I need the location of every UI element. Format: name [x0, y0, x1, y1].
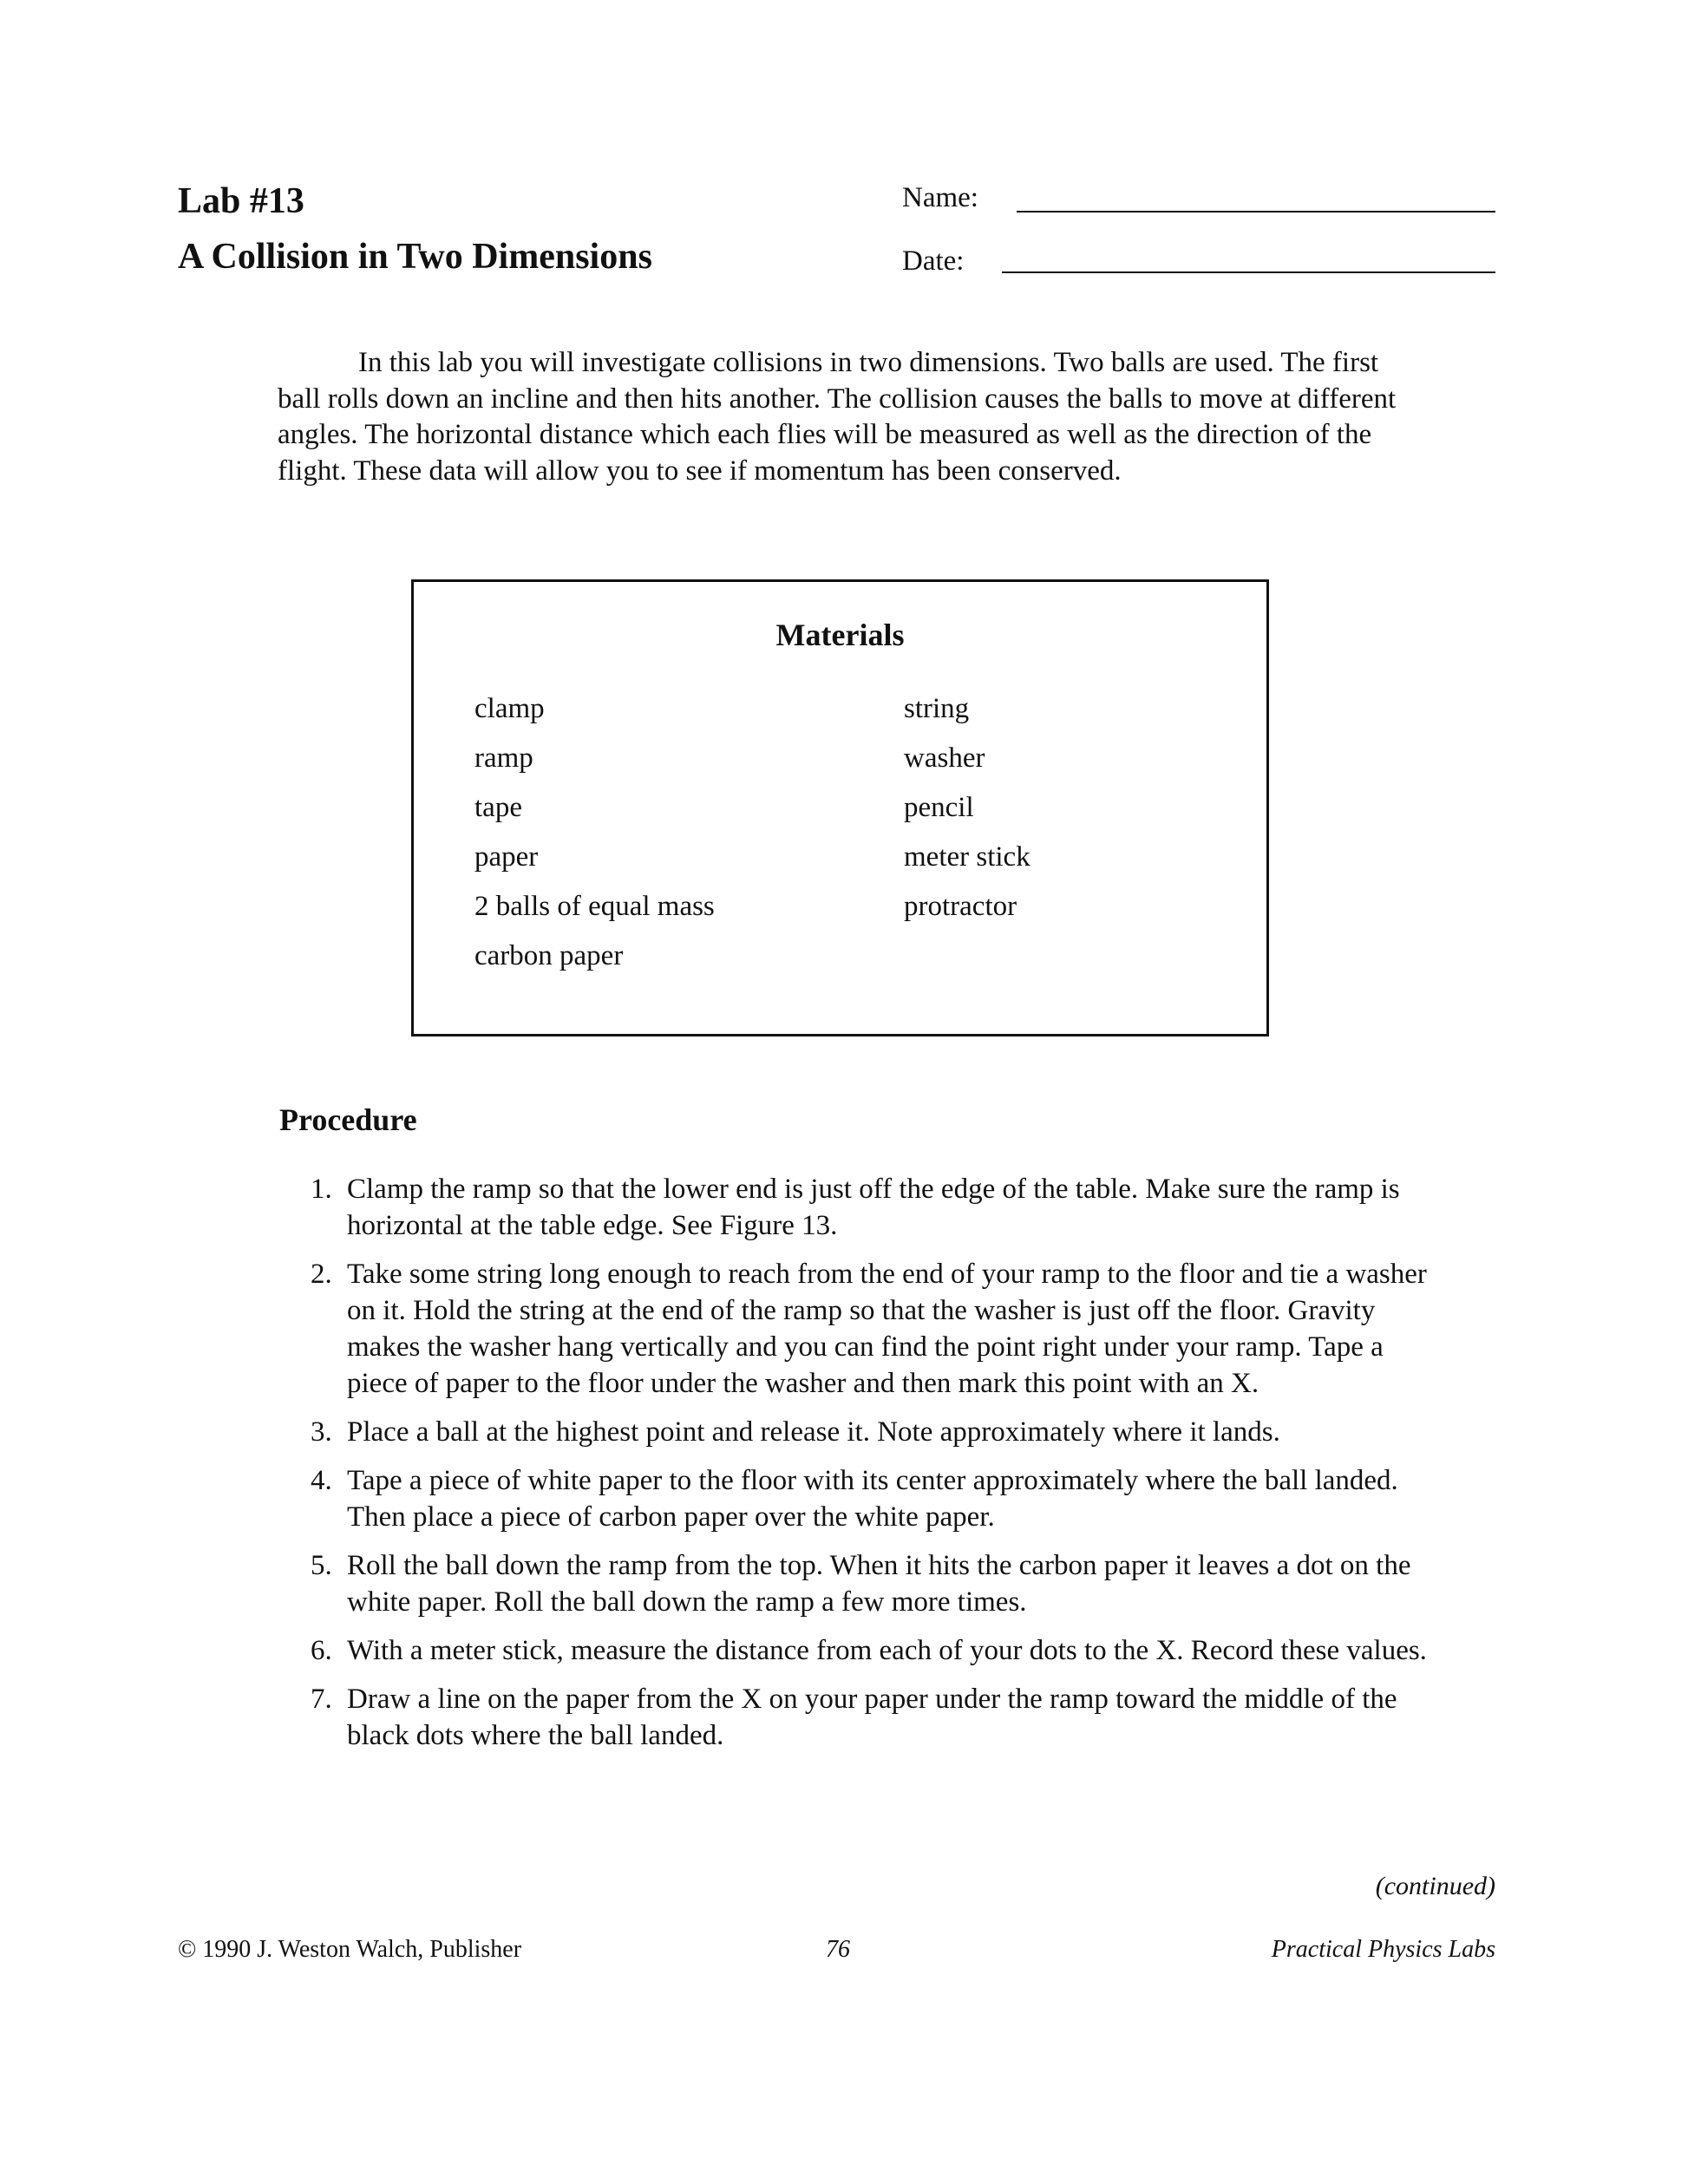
procedure-step [278, 1547, 1431, 1620]
material-item: string [904, 693, 970, 724]
step-number: 3. [311, 1416, 332, 1448]
step-text: Clamp the ramp so that the lower end is just off the edge of the table. Make sure the ramp is horizontal at the table edge. See Figure 13. [347, 1174, 1400, 1241]
procedure-step [278, 1632, 1431, 1669]
material-item: protractor [904, 891, 1017, 922]
step-number: 7. [311, 1684, 332, 1715]
date-label: Date: [902, 245, 965, 277]
step-number: 1. [311, 1174, 332, 1205]
step-text: Place a ball at the highest point and release it. Note approximately where it lands. [347, 1416, 1280, 1448]
materials-right-column [904, 684, 1030, 932]
step-text: Take some string long enough to reach from the end of your ramp to the floor and tie a washer on it. Hold the string at the end of the ramp so that the washer is just off the floor. Gravity makes the washer hang vertically and you can find the point right under your ramp. Tape a piece of paper to the floor under the washer and then mark this point with an X. [347, 1259, 1427, 1399]
date-field-line[interactable] [1002, 271, 1495, 273]
materials-left-column [474, 684, 715, 981]
procedure-steps [278, 1171, 1431, 1766]
material-item: tape [474, 792, 522, 823]
step-text: Tape a piece of white paper to the floor with its center approximately where the ball landed. Then place a piece of carbon paper over the white paper. [347, 1465, 1398, 1533]
materials-box [411, 579, 1269, 1036]
step-text: Draw a line on the paper from the X on your paper under the ramp toward the middle of the black dots where the ball landed. [347, 1684, 1397, 1751]
procedure-step [278, 1171, 1431, 1244]
name-field-line[interactable] [1017, 211, 1495, 213]
lab-title: A Collision in Two Dimensions [178, 237, 652, 277]
step-number: 6. [311, 1635, 332, 1666]
procedure-step [278, 1462, 1431, 1535]
material-item: ramp [474, 742, 533, 774]
material-item: washer [904, 742, 985, 774]
procedure-step [278, 1681, 1431, 1754]
step-number: 4. [311, 1465, 332, 1496]
page-number: 76 [826, 1936, 850, 1963]
step-text: With a meter stick, measure the distance from each of your dots to the X. Record these values. [347, 1635, 1427, 1666]
footer-copyright: © 1990 J. Weston Walch, Publisher [178, 1936, 522, 1963]
procedure-heading: Procedure [279, 1102, 417, 1137]
name-label: Name: [902, 182, 978, 213]
material-item: pencil [904, 792, 974, 823]
procedure-step [278, 1256, 1431, 1402]
step-text: Roll the ball down the ramp from the top. When it hits the carbon paper it leaves a dot on the white paper. Roll the ball down the ramp a few more times. [347, 1550, 1411, 1618]
step-number: 2. [311, 1259, 332, 1290]
material-item: carbon paper [474, 940, 624, 971]
step-number: 5. [311, 1550, 332, 1581]
material-item: paper [474, 841, 539, 873]
intro-paragraph: In this lab you will investigate collisions in two dimensions. Two balls are used. The first ball rolls down an incline and then hits another. The collision causes the balls to move at different angles. The horizontal distance which each flies will be measured as well as the direction of the flight. These data will allow you to see if momentum has been conserved. [278, 347, 1397, 487]
footer-book-title: Practical Physics Labs [1271, 1936, 1495, 1963]
material-item: meter stick [904, 841, 1030, 873]
procedure-step [278, 1414, 1431, 1450]
material-item: clamp [474, 693, 545, 724]
continued-note: (continued) [1375, 1872, 1495, 1900]
materials-title: Materials [775, 618, 905, 652]
lab-number: Lab #13 [178, 181, 304, 221]
material-item: 2 balls of equal mass [474, 891, 715, 922]
